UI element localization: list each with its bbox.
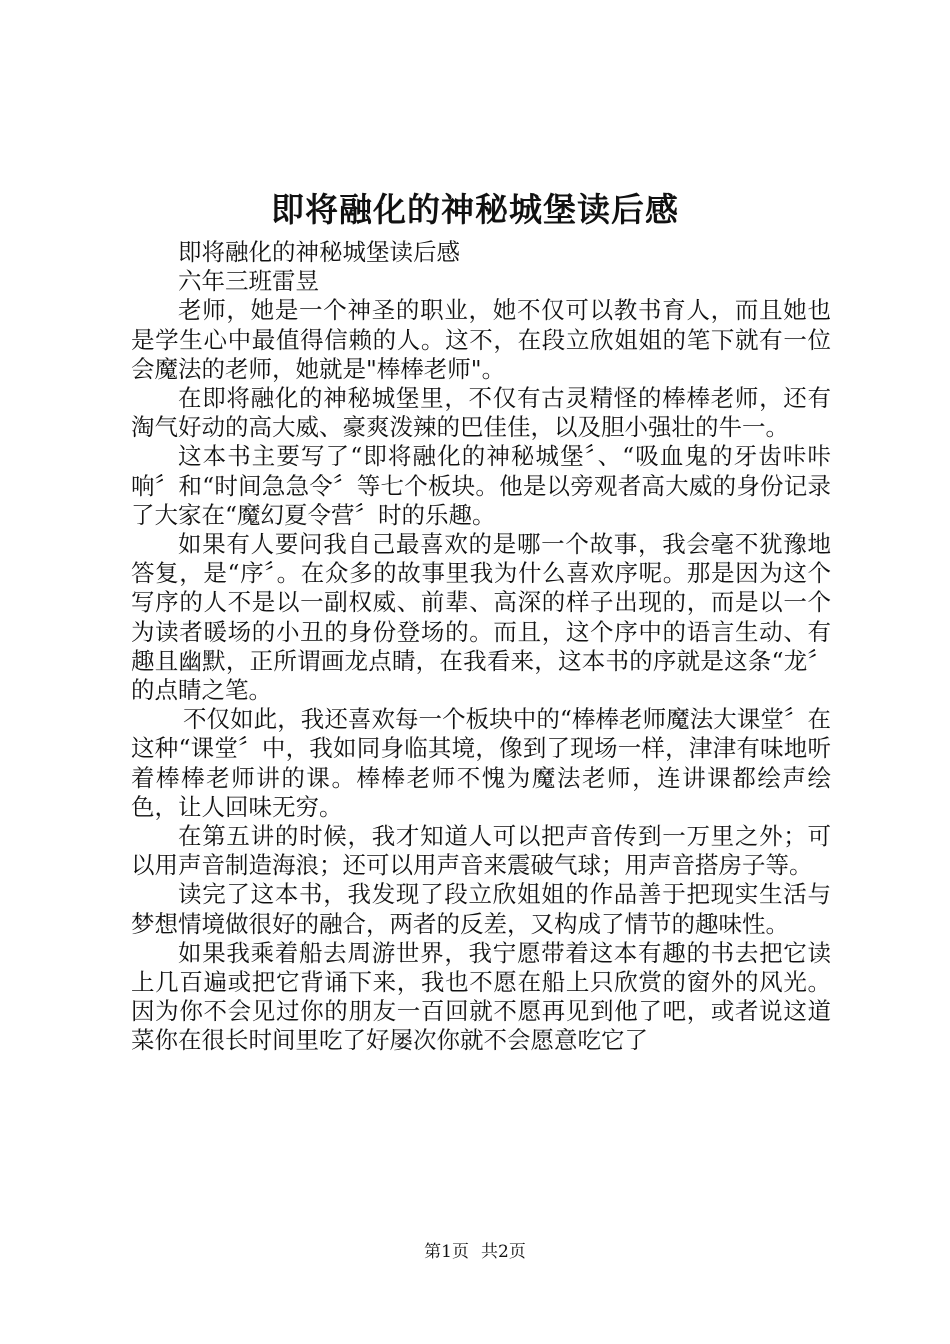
page-total: 共2页: [481, 1242, 526, 1262]
paragraph: 老师，她是一个神圣的职业，她不仅可以教书育人，而且她也是学生心中最值得信赖的人。这不，在段立欣姐姐的笔下就有一位会魔法的老师，她就是"棒棒老师"。: [131, 296, 831, 383]
paragraph: 在即将融化的神秘城堡里，不仅有古灵精怪的棒棒老师，还有淘气好动的高大威、豪爽泼辣的巴佳佳，以及胆小强壮的牛一。: [131, 384, 831, 442]
document-body: [131, 238, 831, 1056]
page-footer: [0, 1240, 950, 1264]
page-number: 第1页: [424, 1242, 469, 1262]
paragraph-author: 六年三班雷昱: [178, 267, 319, 296]
document-title: 即将融化的神秘城堡读后感: [271, 190, 679, 229]
paragraph: 如果有人要问我自己最喜欢的是哪一个故事，我会毫不犹豫地答复，是“序〞。在众多的故事里我为什么喜欢序呢。那是因为这个写序的人不是以一副权威、前辈、高深的样子出现的，而是以一个为读者暖场的小丑的身份登场的。而且，这个序中的语言生动、有趣且幽默，正所谓画龙点睛，在我看来，这本书的序就是这条“龙〞的点睛之笔。: [131, 530, 831, 705]
paragraph-subtitle: 即将融化的神秘城堡读后感: [178, 238, 460, 266]
paragraph: 如果我乘着船去周游世界，我宁愿带着这本有趣的书去把它读上几百遍或把它背诵下来，我也不愿在船上只欣赏的窗外的风光。因为你不会见过你的朋友一百回就不愿再见到他了吧，或者说这道菜你在很长时间里吃了好屡次你就不会愿意吃它了: [131, 938, 831, 1055]
paragraph: 不仅如此，我还喜欢每一个板块中的“棒棒老师魔法大课堂〞在这种“课堂〞中，我如同身临其境，像到了现场一样，津津有味地听着棒棒老师讲的课。棒棒老师不愧为魔法老师，连讲课都绘声绘色，让人回味无穷。: [131, 705, 831, 821]
paragraph: 在第五讲的时候，我才知道人可以把声音传到一万里之外；可以用声音制造海浪；还可以用声音来震破气球；用声音搭房子等。: [131, 822, 831, 880]
paragraph: 读完了这本书，我发现了段立欣姐姐的作品善于把现实生活与梦想情境做很好的融合，两者的反差，又构成了情节的趣味性。: [131, 880, 831, 938]
paragraph: 这本书主要写了“即将融化的神秘城堡〞、“吸血鬼的牙齿咔咔响〞和“时间急急令〞等七个板块。他是以旁观者高大威的身份记录了大家在“魔幻夏令营〞时的乐趣。: [131, 442, 831, 529]
